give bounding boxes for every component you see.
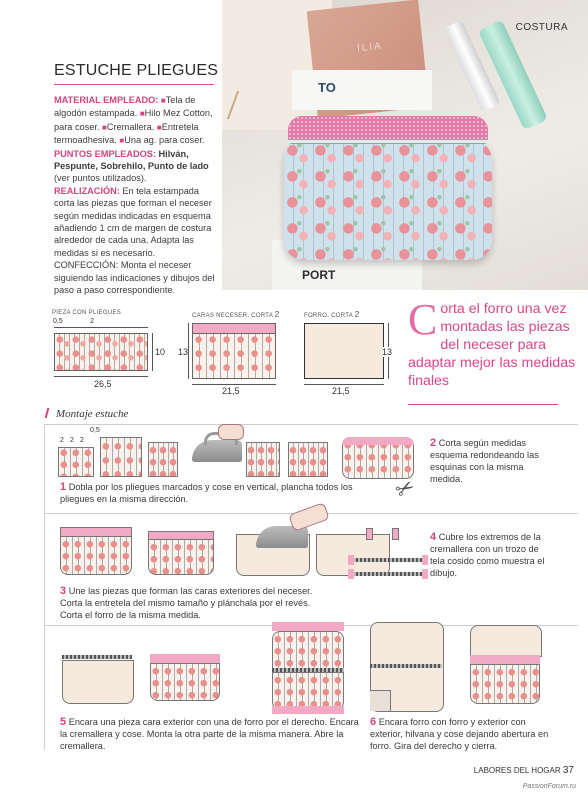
step-3-number: 3 — [60, 585, 67, 597]
pull-quote-text: orta el forro una vez montadas las piezas del neceser para adaptar mejor las medidas finales — [408, 301, 576, 389]
piece3-height: 13 — [382, 347, 393, 357]
piece2-count: 2 — [274, 310, 280, 319]
step-1 — [60, 481, 360, 505]
pouch — [284, 140, 492, 260]
step1-dim-c: 2 — [80, 437, 84, 444]
step5-lining — [62, 660, 134, 704]
step-2 — [430, 437, 550, 485]
piece1-caption: PIEZA CON PLIEGUES — [52, 310, 122, 316]
step1-fabric-e — [288, 442, 328, 477]
points-bold: Hilván, Pespunte, Sobrehilo, Punto de lado — [54, 148, 209, 172]
step1-dim-top: 0,5 — [90, 427, 100, 434]
magazine-name: LABORES DEL HOGAR — [473, 766, 561, 775]
page-number: 37 — [562, 765, 574, 776]
step1-fabric-d — [246, 442, 280, 477]
material-2: Hilo Mez Cotton, para coser. — [54, 108, 213, 132]
pull-quote-initial: C — [408, 295, 438, 344]
step-5-text: Encara una pieza cara exterior con una de forro por el derecho. Encara la cremallera y cose. Monta la otra parte de la misma manera. Abre la cremallera. — [60, 717, 359, 751]
step-6-text: Encara forro con forro y exterior con exterior, hilvana y cose dejando abertura en forro. Gira del derecho y cierra. — [370, 717, 549, 751]
bullet-square-icon: ■ — [156, 122, 162, 132]
piece2-width: 21,5 — [222, 386, 240, 396]
bullet-square-icon: ■ — [102, 122, 107, 132]
piece1-fabric — [54, 333, 148, 371]
material-3: Cremallera. — [106, 121, 155, 132]
zipper-top — [352, 558, 424, 562]
pull-quote — [408, 295, 578, 390]
box-label: ILIA — [356, 40, 384, 55]
step-5-number: 5 — [60, 716, 67, 728]
piece2-caption-text: CARAS NECESER, CORTA — [192, 313, 273, 319]
piece1-dim-2: 2 — [90, 318, 94, 325]
step6-fabric — [470, 664, 540, 704]
piece2-fabric — [192, 333, 276, 379]
piece3-caption — [304, 310, 359, 319]
step-5 — [60, 716, 360, 752]
confection-text: Monta el neceser siguiendo las indicaciones y dibujos del paso a paso correspondiente. — [54, 260, 215, 296]
intro-text — [54, 94, 216, 297]
step5-open-top — [272, 631, 344, 669]
realization-label: REALIZACIÓN: — [54, 185, 120, 196]
watermark: PassionForum.ru — [522, 783, 576, 790]
book-text-bottom: PORT — [302, 268, 336, 282]
points-rest: (ver puntos utilizados). — [54, 173, 147, 184]
hero-photo — [222, 0, 588, 290]
piece1-dim-05: 0,5 — [53, 318, 63, 325]
book-text-top: TO — [318, 80, 336, 95]
footer — [474, 765, 574, 776]
step5-fabric — [150, 663, 220, 701]
step-4 — [430, 531, 550, 579]
material-5: Una ag. para coser. — [124, 135, 205, 146]
step-3-text: Une las piezas que forman las caras exteriores del neceser. Corta la entretela del mismo tamaño y plánchala por el revés. Corta el forro de la misma medida. — [60, 586, 313, 620]
piece1-width: 26,5 — [94, 379, 112, 389]
step-6 — [370, 716, 560, 752]
steps-title: Montaje estuche — [56, 408, 129, 420]
bullet-square-icon: ■ — [119, 136, 125, 146]
bullet-square-icon: ■ — [160, 96, 166, 105]
piece1-height: 10 — [155, 347, 166, 357]
step1-fabric-a — [58, 447, 94, 477]
piece2-band — [192, 323, 276, 333]
step-3 — [60, 585, 330, 621]
confection-label: CONFECCIÓN: — [54, 260, 119, 271]
step1-dim-a: 2 — [60, 437, 64, 444]
points-label: PUNTOS EMPLEADOS: — [54, 148, 156, 159]
step-6-number: 6 — [370, 716, 377, 728]
realization-text: En tela estampada corta las piezas que forman el neceser según medidas indicadas en esquema añadiendo 1 cm de margen de costura alrededor de cada una. Adapta las medidas si es necesario. — [54, 185, 212, 258]
step5-open-bottom — [272, 672, 344, 710]
step-2-text: Corta según medidas esquema redondeando las esquinas con la misma medida. — [430, 438, 539, 484]
step-1-text: Dobla por los pliegues marcados y cose en vertical, plancha todos los pliegues en la misma dirección. — [60, 482, 353, 504]
piece2-caption — [192, 310, 280, 319]
step5-zipper — [62, 655, 132, 659]
page-title: ESTUCHE PLIEGUES — [54, 62, 219, 79]
piece3-count: 2 — [354, 310, 360, 319]
title-rule — [54, 84, 214, 85]
step1-dim-b: 2 — [70, 437, 74, 444]
step-4-text: Cubre los extremos de la cremallera con un trozo de tela cosido como muestra el dibujo. — [430, 532, 545, 578]
quote-rule — [408, 404, 558, 405]
piece3-width: 21,5 — [332, 386, 350, 396]
section-tag: COSTURA — [515, 22, 568, 33]
step3-fabric-b — [148, 540, 214, 575]
bullet-square-icon: ■ — [139, 109, 145, 119]
piece2-height: 13 — [178, 347, 189, 357]
step-2-number: 2 — [430, 437, 437, 449]
scissors-icon: ✂ — [390, 473, 420, 505]
step1-fabric-c — [148, 442, 178, 477]
step-4-number: 4 — [430, 531, 437, 543]
zipper-bottom — [352, 572, 424, 576]
piece3-lining — [304, 323, 384, 379]
step3-fabric-a — [60, 537, 132, 575]
material-4: Entretela termoadhesiva. — [54, 121, 199, 146]
step1-fabric-b — [100, 437, 142, 477]
piece3-caption-text: FORRO, CORTA — [304, 313, 353, 319]
material-label: MATERIAL EMPLEADO: — [54, 95, 159, 105]
step-1-number: 1 — [60, 481, 67, 493]
material-1: Tela de algodón estampada. — [54, 95, 196, 119]
